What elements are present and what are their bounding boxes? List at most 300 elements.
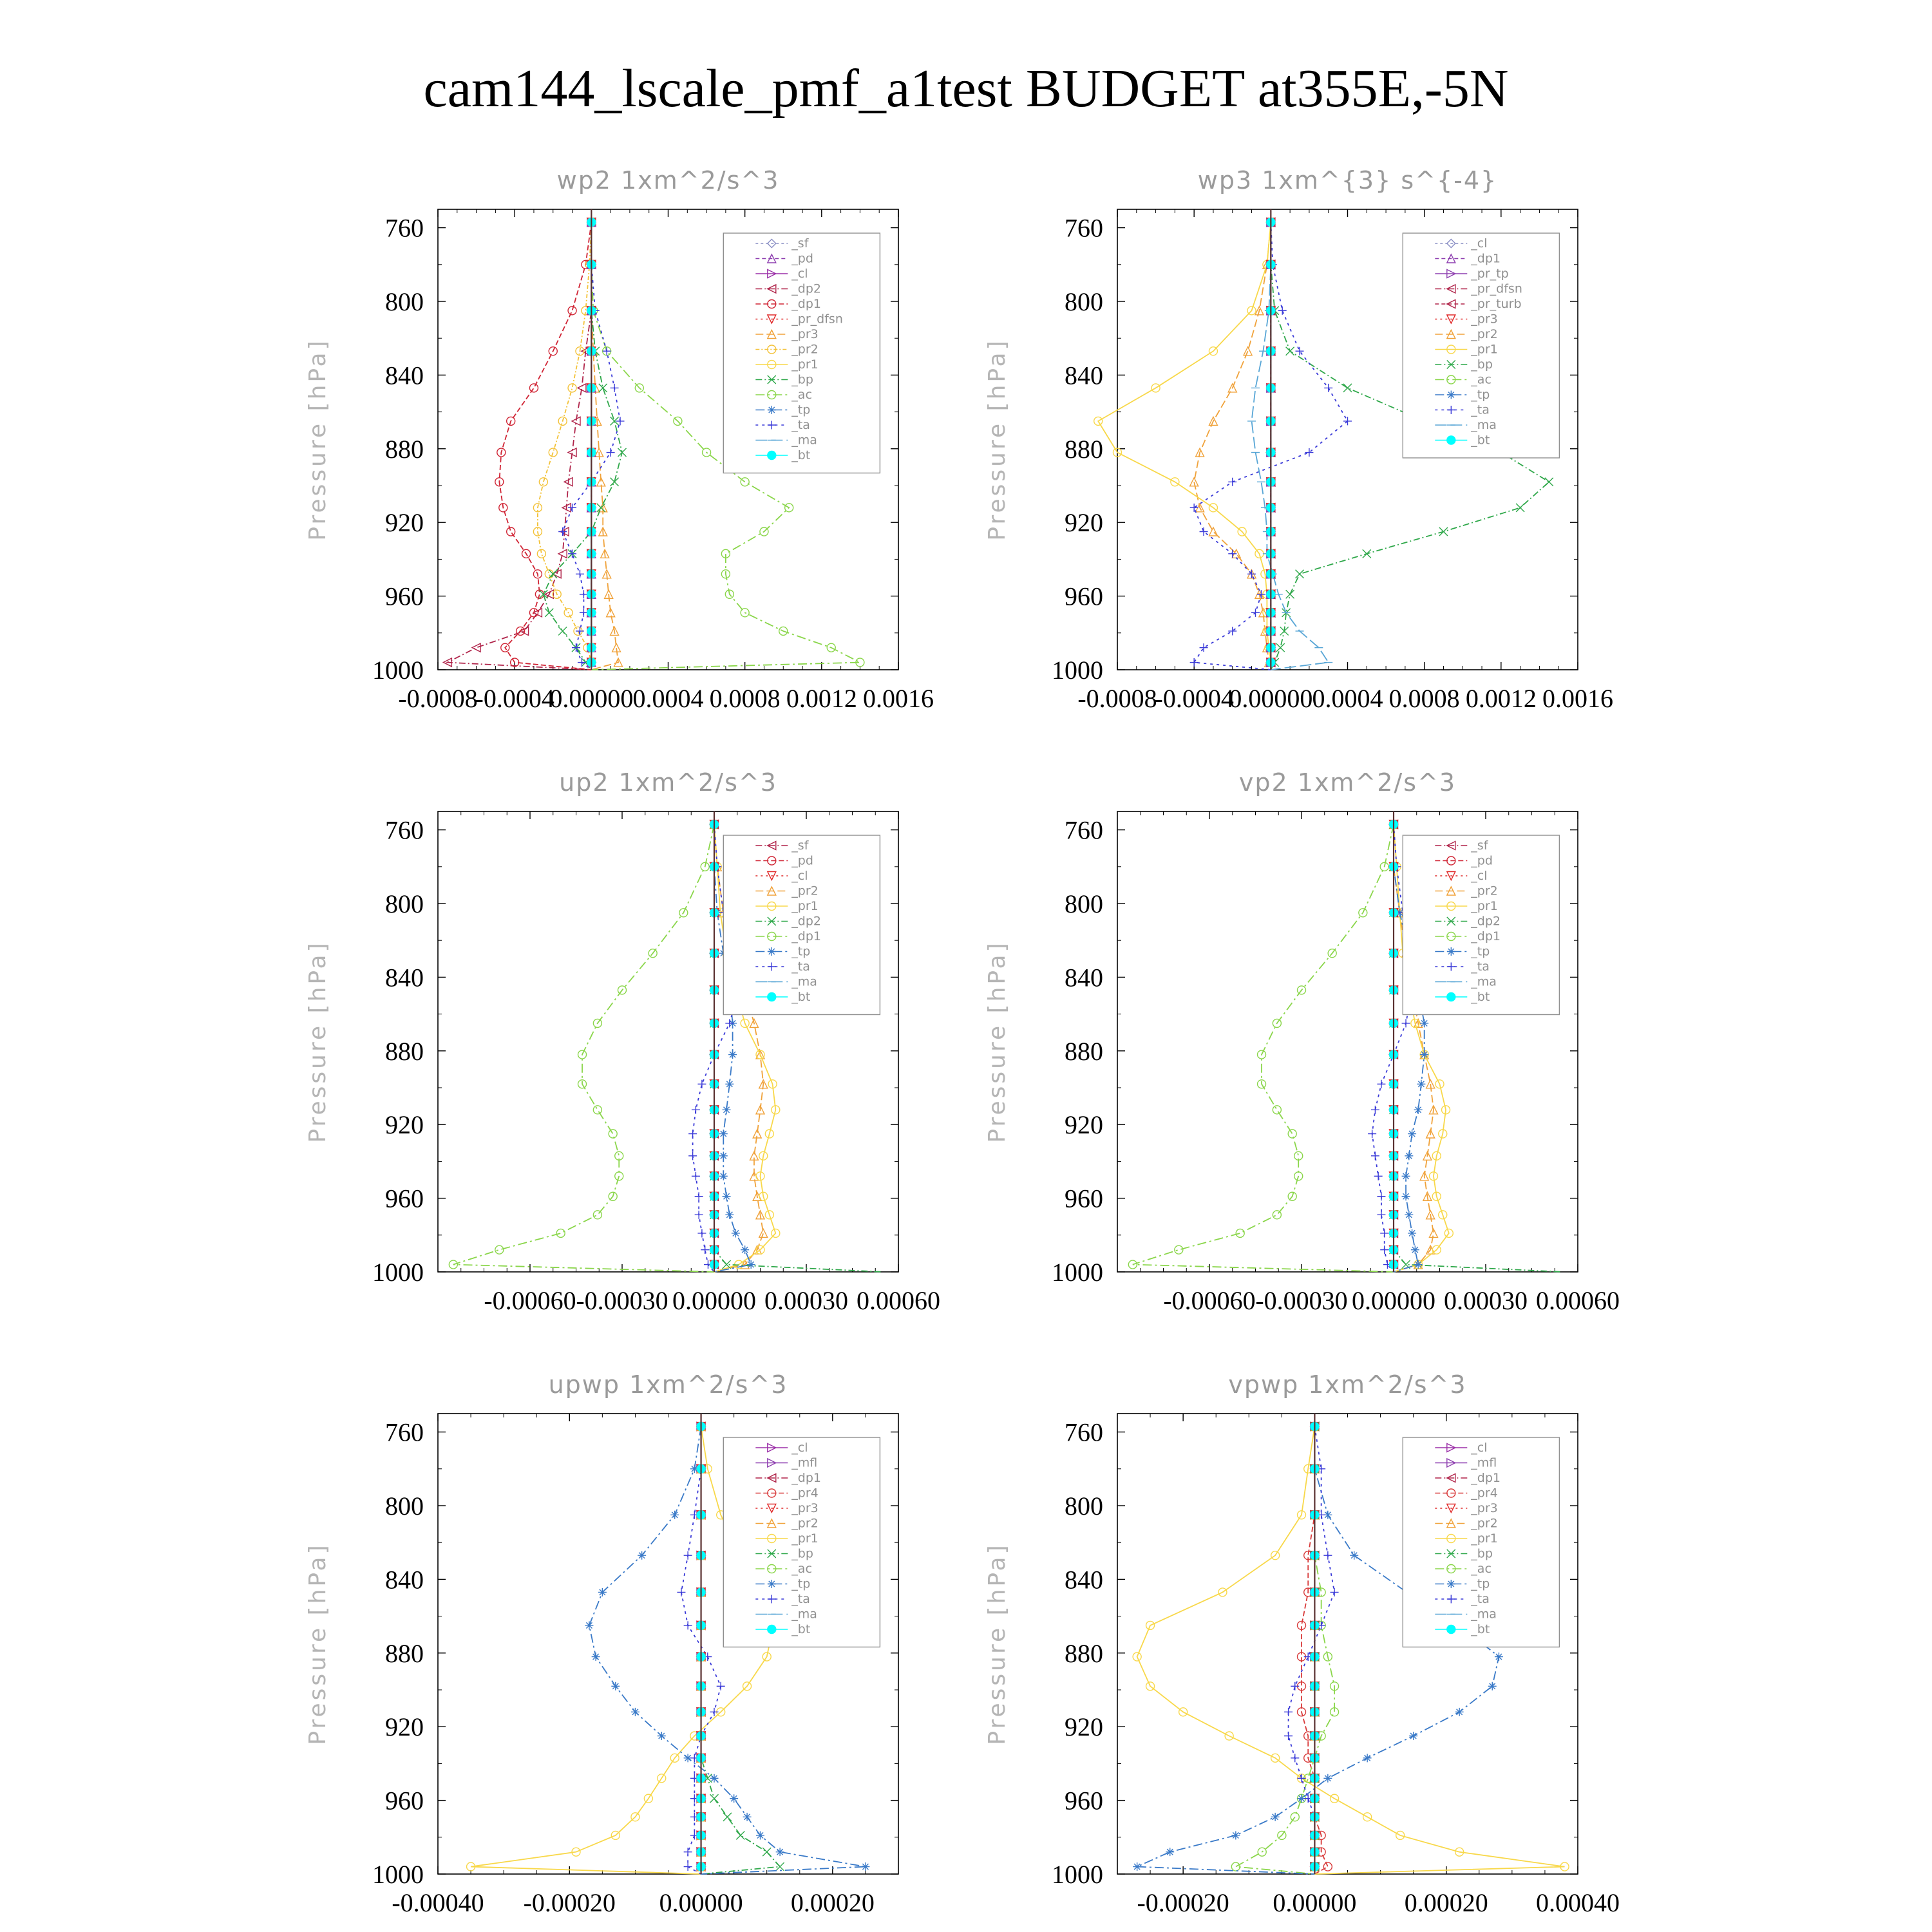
legend-label: _pr2: [1471, 327, 1498, 341]
data-point: [1343, 417, 1352, 425]
legend: [723, 233, 880, 473]
legend-label: _dp2: [1471, 914, 1501, 929]
data-point: [1380, 1245, 1388, 1254]
panel-title: up2 1xm^2/s^3: [559, 768, 777, 797]
legend-marker: [1447, 993, 1455, 1001]
data-point: [1417, 1080, 1425, 1088]
data-point: [1190, 658, 1198, 667]
panel-title: wp3 1xm^{3} s^{-4}: [1197, 166, 1498, 194]
y-axis-label: Pressure [hPa]: [305, 338, 331, 541]
data-point: [1244, 347, 1252, 355]
data-point: [1291, 1682, 1299, 1690]
figure-title: cam144_lscale_pmf_a1test BUDGET at355E,-5N: [423, 59, 1509, 118]
data-point: [1231, 1831, 1240, 1839]
data-point: [1286, 590, 1294, 598]
data-point: [1236, 1229, 1244, 1237]
legend-label: _dp2: [791, 914, 822, 929]
y-tick-label: 760: [385, 1417, 424, 1447]
legend-label: _ta: [791, 960, 810, 974]
data-point: [549, 570, 557, 578]
data-point: [1377, 1211, 1385, 1219]
data-point: [1323, 1774, 1332, 1783]
series-pr2: [1190, 218, 1275, 670]
x-tick-label: -0.00060: [484, 1286, 576, 1315]
series-line: [1289, 1426, 1335, 1874]
series-dp1: [449, 820, 718, 1272]
data-point: [609, 1130, 617, 1138]
data-point: [1251, 609, 1260, 617]
data-point: [670, 1511, 679, 1519]
y-tick-label: 960: [1065, 1184, 1103, 1213]
y-tick-label: 800: [385, 1492, 424, 1520]
legend-label: _ta: [1471, 960, 1490, 974]
data-point: [697, 1080, 706, 1088]
legend-label: _pr2: [791, 1516, 819, 1531]
data-point: [723, 1813, 732, 1821]
x-tick-label: 0.0008: [1388, 684, 1460, 713]
series-line: [1098, 222, 1271, 670]
data-point: [1408, 1229, 1416, 1237]
data-point: [1408, 1130, 1416, 1138]
x-tick-label: 0.0016: [1542, 684, 1613, 713]
legend-label: _dp2: [791, 281, 822, 296]
data-point: [597, 504, 605, 512]
data-point: [618, 448, 627, 457]
legend-label: _cl: [791, 1441, 808, 1455]
y-tick-label: 840: [385, 361, 424, 390]
data-point: [1380, 1229, 1388, 1237]
legend-marker: [768, 1625, 776, 1634]
legend-label: _cl: [1471, 1441, 1488, 1455]
legend-label: _pr_turb: [1471, 297, 1522, 311]
data-point: [553, 570, 561, 578]
legend-label: _tp: [791, 944, 811, 959]
legend-label: _pr1: [791, 1531, 819, 1546]
panel-5: [305, 1370, 898, 1917]
legend-label: _pr1: [1471, 342, 1498, 357]
y-tick-label: 880: [1065, 434, 1103, 464]
legend-label: _tp: [791, 1577, 811, 1591]
series-line: [1133, 824, 1394, 1272]
data-point: [593, 1211, 601, 1219]
data-point: [1402, 1019, 1410, 1027]
data-point: [1545, 478, 1553, 486]
data-point: [741, 1245, 749, 1254]
data-point: [719, 1172, 728, 1180]
y-axis-label: Pressure [hPa]: [305, 940, 331, 1143]
x-tick-label: 0.00060: [1536, 1286, 1620, 1315]
legend-label: _bt: [791, 1622, 811, 1636]
y-tick-label: 760: [385, 815, 424, 845]
data-point: [1331, 1588, 1339, 1596]
data-point: [599, 384, 607, 392]
series-pr3: [587, 218, 623, 670]
legend-label: _pr1: [791, 357, 819, 372]
y-tick-label: 1000: [372, 656, 424, 685]
panel-title: wp2 1xm^2/s^3: [556, 166, 780, 194]
data-point: [611, 478, 619, 486]
x-tick-label: -0.0004: [1154, 684, 1234, 713]
legend-label: _ma: [791, 1607, 817, 1622]
legend-label: _ma: [1471, 974, 1497, 989]
data-point: [1286, 347, 1294, 355]
legend-label: _pr2: [1471, 1516, 1498, 1531]
data-point: [585, 1621, 593, 1629]
legend-label: _ac: [791, 1562, 812, 1576]
legend: [1403, 233, 1559, 458]
data-point: [697, 1229, 706, 1237]
series-ac: [1231, 1423, 1338, 1874]
legend-marker: [1447, 947, 1455, 956]
data-point: [1371, 1106, 1379, 1114]
y-tick-label: 960: [385, 582, 424, 611]
legend-label: _tp: [791, 402, 811, 417]
data-point: [1371, 1151, 1379, 1160]
legend-label: _pr4: [791, 1486, 819, 1501]
data-point: [507, 527, 515, 536]
y-axis-label: Pressure [hPa]: [984, 1542, 1010, 1745]
data-point: [723, 1192, 731, 1200]
legend-label: _pr3: [1471, 312, 1498, 327]
data-point: [701, 1245, 709, 1254]
legend-label: _pr2: [791, 884, 819, 898]
x-tick-label: 0.0012: [1465, 684, 1537, 713]
data-point: [1343, 384, 1352, 392]
y-tick-label: 800: [385, 889, 424, 918]
legend-label: _ac: [1471, 372, 1492, 387]
data-point: [1405, 1211, 1413, 1219]
data-point: [1247, 570, 1256, 578]
data-point: [695, 1211, 703, 1219]
panel-title: upwp 1xm^2/s^3: [548, 1370, 788, 1399]
legend-label: _pr_dfsn: [1471, 281, 1522, 296]
data-point: [684, 1862, 692, 1871]
x-tick-label: 0.0008: [709, 684, 781, 713]
legend-label: _pr2: [1471, 884, 1498, 898]
data-point: [539, 590, 547, 598]
legend: [723, 835, 880, 1015]
data-point: [472, 643, 480, 652]
data-point: [692, 1172, 700, 1180]
y-tick-label: 1000: [372, 1258, 424, 1287]
legend-label: _dp1: [1471, 929, 1501, 943]
data-point: [593, 1106, 601, 1114]
x-tick-label: 0.00000: [1229, 684, 1313, 713]
y-tick-label: 800: [385, 287, 424, 316]
legend-label: _pr_tp: [1471, 267, 1509, 281]
panel-title: vp2 1xm^2/s^3: [1238, 768, 1457, 797]
data-point: [743, 1813, 752, 1821]
y-tick-label: 960: [1065, 1786, 1103, 1815]
y-tick-label: 920: [385, 1110, 424, 1140]
data-point: [1133, 1862, 1141, 1871]
data-point: [736, 1831, 744, 1839]
y-tick-label: 960: [385, 1786, 424, 1815]
legend-label: _mfl: [1471, 1455, 1497, 1470]
data-point: [1190, 478, 1198, 486]
y-tick-label: 1000: [1052, 1860, 1103, 1889]
panel-6: [984, 1370, 1620, 1917]
legend-marker: [1447, 436, 1455, 444]
data-point: [631, 1708, 639, 1716]
data-point: [1374, 1172, 1383, 1180]
data-point: [1276, 643, 1285, 652]
data-point: [725, 1080, 734, 1088]
data-point: [1439, 527, 1448, 536]
x-tick-label: 0.0016: [863, 684, 934, 713]
data-point: [568, 504, 576, 512]
y-tick-label: 760: [1065, 213, 1103, 243]
legend-label: _ma: [1471, 1607, 1497, 1622]
data-point: [1175, 1245, 1183, 1254]
y-tick-label: 960: [385, 1184, 424, 1213]
series-pr1: [1094, 218, 1275, 670]
legend-label: _cl: [791, 869, 808, 883]
legend-label: _pr1: [791, 899, 819, 913]
x-tick-label: -0.00060: [1163, 1286, 1256, 1315]
x-tick-label: 0.00020: [1404, 1888, 1488, 1917]
y-tick-label: 800: [1065, 889, 1103, 918]
data-point: [1228, 478, 1236, 486]
data-point: [1288, 1130, 1296, 1138]
legend-label: _sf: [791, 236, 809, 251]
x-tick-label: 0.00000: [1273, 1888, 1357, 1917]
y-tick-label: 840: [385, 963, 424, 992]
x-tick-label: -0.00040: [392, 1888, 484, 1917]
data-point: [684, 1621, 692, 1629]
legend-label: _dp1: [1471, 1471, 1501, 1485]
legend-marker: [1447, 1580, 1455, 1588]
data-point: [732, 1229, 740, 1237]
legend-label: _bp: [791, 1546, 813, 1561]
series-dp2: [443, 218, 595, 670]
y-tick-label: 920: [1065, 1712, 1103, 1742]
y-tick-label: 920: [1065, 1110, 1103, 1140]
data-point: [539, 478, 547, 486]
legend-marker: [1447, 1625, 1455, 1634]
y-tick-label: 840: [1065, 963, 1103, 992]
y-tick-label: 800: [1065, 287, 1103, 316]
data-point: [1402, 1172, 1410, 1180]
legend-label: _dp1: [791, 929, 822, 943]
legend-label: _bp: [1471, 357, 1493, 372]
data-point: [1402, 1192, 1410, 1200]
y-tick-label: 840: [1065, 361, 1103, 390]
x-tick-label: 0.00040: [1536, 1888, 1620, 1917]
series-line: [499, 222, 591, 670]
panel-1: [305, 166, 934, 713]
data-point: [1305, 448, 1313, 457]
x-tick-label: 0.00020: [790, 1888, 875, 1917]
data-point: [719, 1130, 728, 1138]
legend-label: _pd: [791, 853, 813, 868]
legend-label: _pr4: [1471, 1486, 1498, 1501]
data-point: [1455, 1708, 1464, 1716]
x-tick-label: -0.00020: [1137, 1888, 1229, 1917]
data-point: [658, 1732, 666, 1740]
legend-label: _pr3: [791, 327, 819, 341]
data-point: [568, 384, 576, 392]
legend-label: _dp1: [1471, 251, 1501, 266]
data-point: [495, 1245, 504, 1254]
data-point: [728, 1050, 737, 1059]
x-tick-label: -0.0004: [475, 684, 554, 713]
x-tick-label: -0.00030: [1255, 1286, 1348, 1315]
series-dp1: [1128, 820, 1397, 1272]
legend-label: _ta: [1471, 1592, 1490, 1606]
data-point: [1350, 1551, 1358, 1560]
data-point: [688, 1151, 697, 1160]
data-point: [725, 1211, 734, 1219]
y-tick-label: 760: [1065, 1417, 1103, 1447]
panel-title: vpwp 1xm^2/s^3: [1228, 1370, 1467, 1399]
data-point: [558, 627, 567, 635]
x-tick-label: 0.00030: [764, 1286, 848, 1315]
y-tick-label: 760: [1065, 815, 1103, 845]
legend-label: _ta: [1471, 402, 1490, 417]
y-axis-label: Pressure [hPa]: [984, 338, 1010, 541]
legend-label: _pd: [791, 251, 813, 266]
data-point: [1200, 643, 1208, 652]
legend-label: _bt: [1471, 990, 1490, 1004]
legend-label: _ma: [791, 433, 817, 448]
legend-label: _bt: [1471, 1622, 1490, 1636]
legend-label: _cl: [1471, 236, 1488, 251]
data-point: [762, 1848, 771, 1856]
data-point: [677, 1588, 685, 1596]
data-point: [1414, 1106, 1423, 1114]
data-point: [710, 1794, 719, 1803]
series-dp1: [495, 218, 596, 670]
y-axis-label: Pressure [hPa]: [984, 940, 1010, 1143]
data-point: [684, 1551, 692, 1560]
x-tick-label: 0.0004: [632, 684, 704, 713]
data-point: [1273, 1106, 1281, 1114]
y-tick-label: 840: [385, 1565, 424, 1595]
series-ma: [1247, 222, 1332, 670]
data-point: [1231, 1862, 1240, 1871]
x-tick-label: -0.0008: [398, 684, 478, 713]
y-tick-label: 1000: [372, 1860, 424, 1889]
data-point: [1405, 1151, 1413, 1160]
x-tick-label: 0.00000: [1352, 1286, 1435, 1315]
legend-label: _cl: [791, 267, 808, 281]
legend-label: _pd: [1471, 853, 1493, 868]
series-line: [453, 824, 714, 1272]
series-pr2: [533, 218, 595, 670]
y-tick-label: 1000: [1052, 656, 1103, 685]
y-tick-label: 880: [1065, 1036, 1103, 1066]
data-point: [1377, 1192, 1385, 1200]
data-point: [1377, 1080, 1385, 1088]
legend-marker: [768, 451, 776, 460]
y-tick-label: 920: [385, 1712, 424, 1742]
legend-label: _pr_dfsn: [791, 312, 843, 327]
legend-marker: [768, 993, 776, 1001]
data-point: [776, 1848, 784, 1856]
panel-2: [984, 166, 1613, 713]
y-tick-label: 920: [1065, 508, 1103, 538]
data-point: [684, 1848, 692, 1856]
data-point: [1516, 504, 1524, 512]
data-point: [611, 384, 619, 392]
panel-3: [305, 768, 940, 1315]
data-point: [1166, 1848, 1174, 1856]
legend-label: _cl: [1471, 869, 1488, 883]
legend-label: _ta: [791, 418, 810, 432]
data-point: [1284, 1708, 1293, 1716]
panels: [305, 166, 1620, 1917]
data-point: [1228, 627, 1236, 635]
x-tick-label: 0.00060: [857, 1286, 940, 1315]
x-tick-label: -0.00030: [576, 1286, 668, 1315]
y-tick-label: 920: [385, 508, 424, 538]
legend: [1403, 1437, 1559, 1647]
series-line: [448, 222, 591, 670]
legend-label: _ta: [791, 1592, 810, 1606]
legend-label: _mfl: [791, 1455, 818, 1470]
legend-label: _ac: [791, 388, 812, 402]
legend: [723, 1437, 880, 1647]
legend-label: _tp: [1471, 944, 1490, 959]
data-point: [607, 448, 615, 457]
legend: [1403, 835, 1559, 1015]
legend-label: _ma: [791, 974, 817, 989]
data-point: [592, 1653, 600, 1661]
legend-label: _pr1: [1471, 1531, 1498, 1546]
series-line: [538, 222, 591, 670]
y-tick-label: 880: [385, 1638, 424, 1668]
data-point: [529, 384, 538, 392]
legend-label: _bt: [791, 448, 811, 462]
legend-label: _dp1: [791, 1471, 822, 1485]
data-point: [578, 658, 586, 667]
y-tick-label: 1000: [1052, 1258, 1103, 1287]
y-tick-label: 800: [1065, 1492, 1103, 1520]
y-tick-label: 880: [385, 1036, 424, 1066]
data-point: [611, 1682, 620, 1690]
data-point: [545, 609, 553, 617]
data-point: [719, 1151, 728, 1160]
legend-label: _pr1: [1471, 899, 1498, 913]
series-line: [591, 222, 618, 670]
data-point: [723, 1106, 731, 1114]
data-point: [1291, 1754, 1299, 1762]
legend-label: _sf: [1471, 838, 1488, 853]
data-point: [692, 1106, 700, 1114]
data-point: [1278, 307, 1287, 315]
data-point: [558, 549, 567, 558]
legend-label: _ma: [1471, 418, 1497, 432]
y-tick-label: 840: [1065, 1565, 1103, 1595]
y-tick-label: 760: [385, 213, 424, 243]
legend-label: _bt: [791, 990, 811, 1004]
legend-label: _dp1: [791, 297, 822, 311]
data-point: [861, 1862, 869, 1871]
x-tick-label: -0.00020: [523, 1888, 616, 1917]
legend-label: _tp: [1471, 388, 1490, 402]
legend-label: _bt: [1471, 433, 1490, 448]
data-point: [688, 1130, 697, 1138]
data-point: [568, 307, 576, 315]
data-point: [730, 1794, 738, 1803]
legend-label: _pr3: [791, 1501, 819, 1515]
data-point: [756, 1831, 764, 1839]
data-point: [1363, 549, 1371, 558]
data-point: [556, 1229, 565, 1237]
data-point: [717, 1682, 725, 1690]
series-ta: [1284, 1423, 1339, 1874]
